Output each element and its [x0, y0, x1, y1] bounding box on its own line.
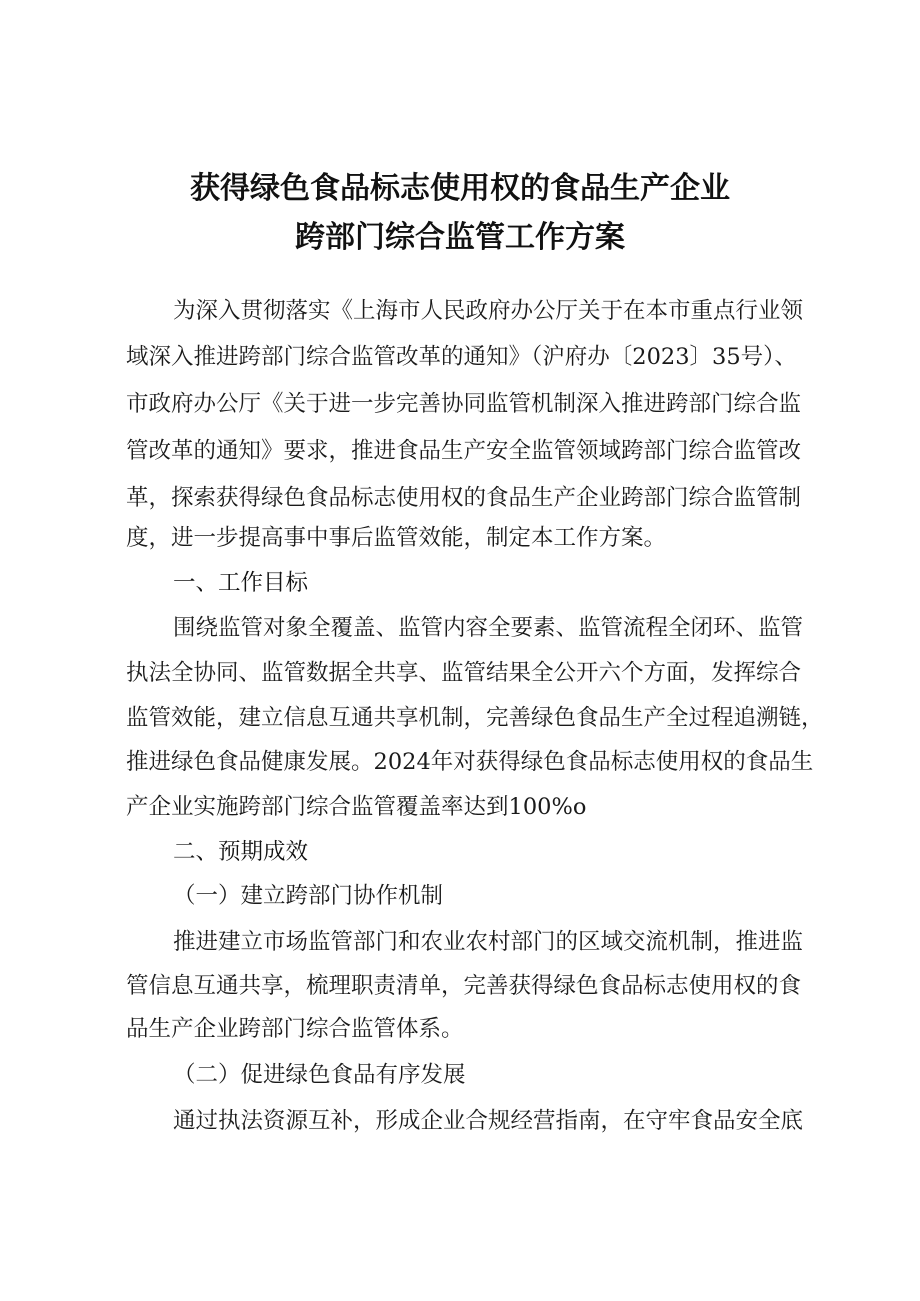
document-title-line-2: 跨部门综合监管工作方案 [295, 220, 625, 255]
goals-line: 推进绿色食品健康发展。2024年对获得绿色食品标志使用权的食品生 [126, 749, 814, 775]
subsection-heading-development: （二）促进绿色食品有序发展 [173, 1062, 466, 1088]
intro-line: 为深入贯彻落实《上海市人民政府办公厅关于在本市重点行业领 [173, 298, 804, 324]
intro-line: 度，进一步提高事中事后监管效能，制定本工作方案。 [126, 525, 667, 551]
document-title-line-1: 获得绿色食品标志使用权的食品生产企业 [190, 171, 730, 206]
intro-line: 管改革的通知》要求，推进食品生产安全监管领域跨部门综合监管改 [126, 438, 802, 464]
coordination-line: 管信息互通共享，梳理职责清单，完善获得绿色食品标志使用权的食 [126, 973, 802, 999]
goals-line: 执法全协同、监管数据全共享、监管结果全公开六个方面，发挥综合 [126, 660, 802, 686]
development-line: 通过执法资源互补，形成企业合规经营指南，在守牢食品安全底 [173, 1108, 804, 1134]
goals-line: 产企业实施跨部门综合监管覆盖率达到100%o [126, 794, 587, 820]
coordination-line: 品生产企业跨部门综合监管体系。 [126, 1016, 464, 1042]
goals-line: 围绕监管对象全覆盖、监管内容全要素、监管流程全闭环、监管 [173, 615, 804, 641]
intro-line: 市政府办公厅《关于进一步完善协同监管机制深入推进跨部门综合监 [126, 391, 802, 417]
section-heading-goals: 一、工作目标 [173, 570, 309, 596]
intro-line: 域深入推进跨部门综合监管改革的通知》（沪府办〔2023〕35号）、 [126, 344, 797, 370]
goals-line: 监管效能，建立信息互通共享机制，完善绿色食品生产全过程追溯链， [126, 705, 824, 731]
coordination-line: 推进建立市场监管部门和农业农村部门的区域交流机制，推进监 [173, 929, 804, 955]
intro-line: 革，探索获得绿色食品标志使用权的食品生产企业跨部门综合监管制 [126, 485, 802, 511]
section-heading-outcomes: 二、预期成效 [173, 839, 309, 865]
subsection-heading-coordination: （一）建立跨部门协作机制 [173, 883, 444, 909]
